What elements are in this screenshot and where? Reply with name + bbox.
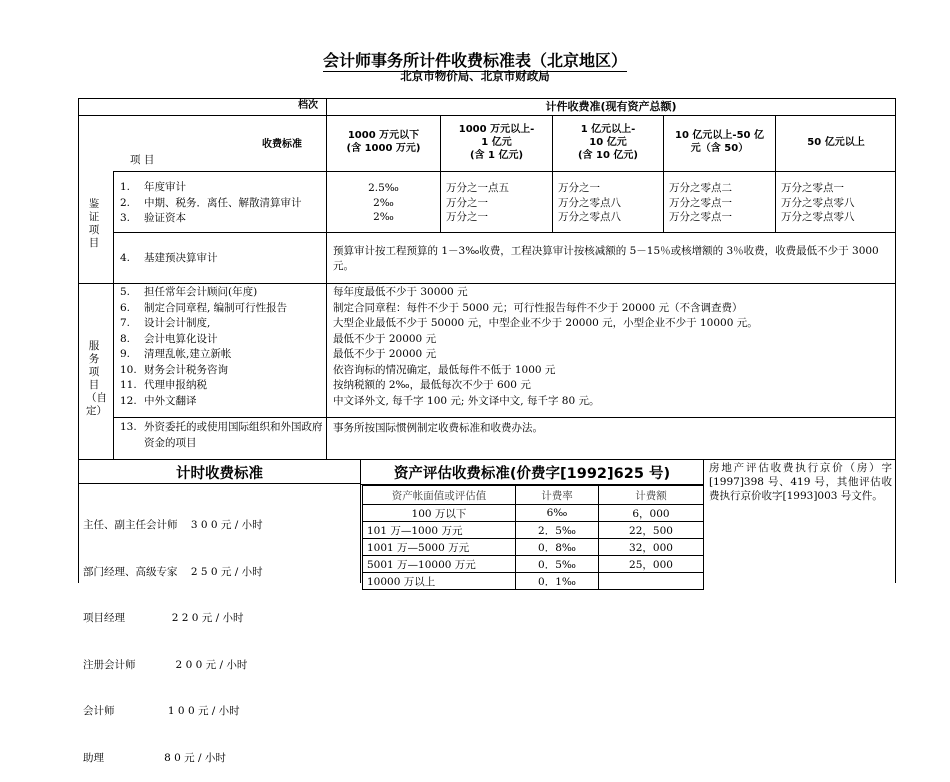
- dangci-label: 档次: [298, 100, 318, 111]
- audit-items: [120, 180, 302, 227]
- audit-rate-tier-3: 万分之一 万分之零点八 万分之零点八: [558, 182, 621, 223]
- item-label: 项 目: [130, 154, 155, 166]
- tier-header-4: [664, 129, 775, 155]
- list-item: 3. 验证资本: [120, 212, 186, 224]
- tier-header-line: (含 10 亿元): [577, 150, 639, 161]
- tier-header-line: 50 亿元以上: [807, 137, 865, 148]
- realestate-text: 房地产评估收费执行京价（房）字[1997]398 号、419 号，其他评估收费执行京价收字[1993]003 号文件。: [709, 462, 892, 502]
- hourly-row: 主任、副主任会计师 3 0 0 元 / 小时: [83, 519, 263, 531]
- tier-header-2: [441, 123, 552, 162]
- service-items: [120, 285, 287, 409]
- hourly-row: 助理 8 0 元 / 小时: [83, 751, 226, 764]
- fee-standard-label: 收费标准: [262, 139, 302, 150]
- asset-col-header: 计费率: [516, 486, 599, 505]
- asset-table: [362, 485, 704, 590]
- tier-header-line: 1 亿元以上-: [580, 124, 636, 135]
- service-section-label: 服务项目（自定）: [86, 340, 107, 417]
- table-row: 100 万以下 6‰ 6，000: [363, 505, 704, 522]
- tier-header-line: 1 亿元: [481, 137, 512, 148]
- list-item: 8. 会计电算化设计: [120, 332, 218, 345]
- hourly-row: 会计师 1 0 0 元 / 小时: [83, 705, 240, 717]
- document-subtitle: 北京市物价局、北京市财政局: [400, 69, 550, 83]
- audit-rate-tier-5: 万分之零点一 万分之零点零八 万分之零点零八: [781, 182, 855, 223]
- list-item: 4. 基建预决算审计: [120, 252, 218, 264]
- tier-header-line: 10 亿元以上-50 亿: [675, 130, 764, 141]
- service-item-13-desc: 事务所按国际惯例制定收费标准和收费办法。: [333, 422, 543, 434]
- list-item: 6. 制定合同章程, 编制可行性报告: [120, 301, 288, 314]
- tier-header-3: [553, 123, 663, 162]
- hourly-row: 项目经理 2 2 0 元 / 小时: [83, 612, 244, 624]
- table-row: 10000 万以上 0．1‰: [363, 573, 704, 590]
- list-item: 10. 财务会计税务咨询: [120, 363, 228, 376]
- tier-header-line: (含 1000 万元): [346, 143, 421, 154]
- tier-header-line: (含 1 亿元): [469, 150, 524, 161]
- service-item-13: [120, 420, 324, 451]
- list-item: 11. 代理申报纳税: [120, 379, 207, 391]
- table-row: 5001 万—10000 万元 0．5‰ 25，000: [363, 556, 704, 573]
- list-item: 5. 担任常年会计顾问(年度): [120, 286, 258, 298]
- audit-rate-tier-2: 万分之一点五 万分之一 万分之一: [446, 182, 509, 223]
- hourly-rates: [83, 487, 263, 782]
- tier-header-line: 1000 万元以下: [347, 130, 420, 141]
- tier-header-line: 元（含 50）: [690, 143, 749, 154]
- list-item: 2. 中期、税务．离任、解散清算审计: [120, 196, 302, 209]
- list-item: 12. 中外文翻译: [120, 394, 197, 407]
- asset-col-header: 计费额: [599, 486, 704, 505]
- tier-header-5: [776, 136, 896, 149]
- table-row: 101 万—1000 万元 2．5‰ 22，500: [363, 522, 704, 539]
- tier-header-1: [327, 129, 440, 155]
- tier-header-line: 1000 万元以上-: [458, 124, 535, 135]
- audit-section-label: 鉴证项目: [88, 198, 100, 249]
- table-row: 1001 万—5000 万元 0．8‰ 32，000: [363, 539, 704, 556]
- asset-col-header: 资产帐面值或评估值: [363, 486, 516, 505]
- service-descs: 每年度最低不少于 30000 元 制定合同章程：每件不少于 5000 元；可行性报告每件不少于 20000 元（不含调查费） 大型企业最低不少于 50000 元，中型企业不少于 20000 元，小型企业不少于 10000 元。 最低不少于 20000 元 最低不少于 20000 元 依咨询标的情况确定，最低每件不低于 1000 元 按纳税额的 2‰，最低每次不少于 600 元 中文译外文, 每千字 100 元; 外文译中文, 每千字 80 元。: [333, 286, 758, 407]
- piece-rate-header: 计件收费准(现有资产总额): [545, 100, 677, 113]
- list-item: 1. 年度审计: [120, 181, 186, 193]
- audit-item-4-desc: 预算审计按工程预算的 1－3‰收费，工程决算审计按核减额的 5－15％或核增额的 3％收费，收费最低不少于 3000 元。: [333, 245, 879, 272]
- list-item: 9. 清理乱帐,建立新帐: [120, 348, 232, 360]
- audit-item-4: [120, 251, 218, 267]
- document-title: 会计师事务所计件收费标准表（北京地区）: [322, 51, 627, 70]
- hourly-row: 注册会计师 2 0 0 元 / 小时: [83, 658, 248, 671]
- hourly-row: 部门经理、高级专家 2 5 0 元 / 小时: [83, 565, 263, 578]
- audit-rate-tier-4: 万分之零点二 万分之零点一 万分之零点一: [669, 182, 732, 223]
- tier-header-line: 10 亿元: [589, 137, 627, 148]
- list-item: 7. 设计会计制度,: [120, 317, 211, 329]
- asset-title: 资产评估收费标准(价费字[1992]625 号): [393, 466, 671, 482]
- hourly-title: 计时收费标准: [176, 466, 263, 482]
- audit-rate-tier-1: 2.5‰ 2‰ 2‰: [368, 182, 399, 223]
- list-item: 13. 外资委托的或使用国际组织和外国政府资金的项目: [120, 421, 323, 449]
